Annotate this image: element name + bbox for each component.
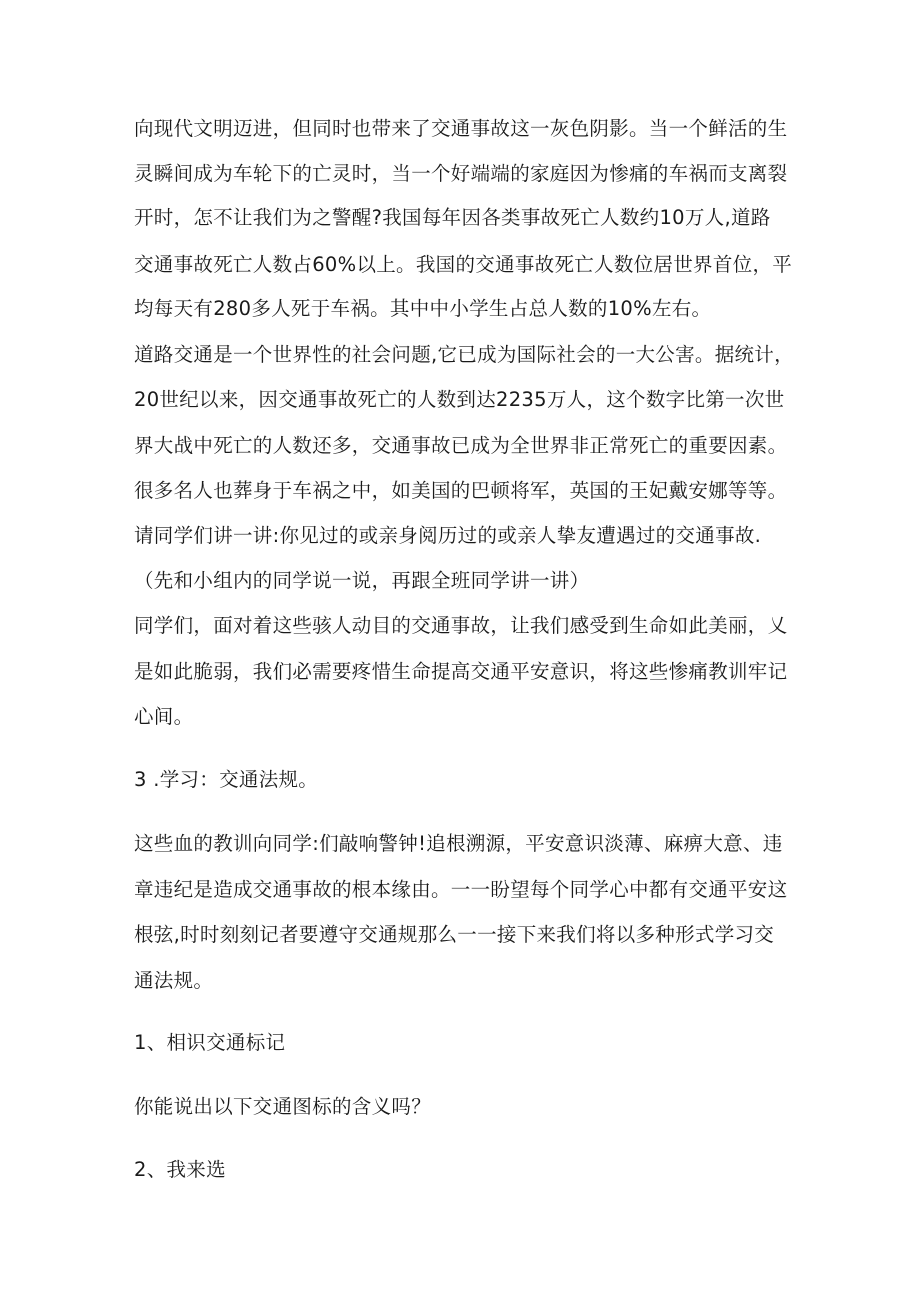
paragraph-line: 道路交通是一个世界性的社会问题,它已成为国际社会的一大公害。据统计， [134,343,794,366]
paragraph-line: 章违纪是造成交通事故的根本缘由。一一盼望每个同学心中都有交通平安这 [134,878,788,901]
paragraph-line: 你能说出以下交通图标的含义吗？ [134,1095,432,1118]
section-heading: 3 .学习：交通法规。 [134,768,319,791]
paragraph-line: 均每天有280多人死于车祸。其中中小学生占总人数的10%左右。 [134,297,712,320]
paragraph-line: （先和小组内的同学说一说，再跟全班同学讲一讲） [134,569,590,592]
paragraph-line: 心间。 [134,705,194,728]
paragraph-line: 20世纪以来，因交通事故死亡的人数到达2235万人，这个数字比第一次世 [134,388,785,411]
paragraph-line: 界大战中死亡的人数还多，交通事故已成为全世界非正常死亡的重要因素。 [134,434,788,457]
paragraph-line: 根弦,时时刻刻记者要遵守交通规那么一一接下来我们将以多种形式学习交 [134,923,775,946]
paragraph-line: 灵瞬间成为车轮下的亡灵时，当一个好端端的家庭因为惨痛的车祸而支离裂 [134,162,788,185]
paragraph-line: 交通事故死亡人数占60%以上。我国的交通事故死亡人数位居世界首位，平 [134,253,793,276]
paragraph-line: 开时，怎不让我们为之警醒?我国每年因各类事故死亡人数约10万人,道路 [134,206,771,229]
paragraph-line: 这些血的教训向同学:们敲响警钟!追根溯源，平安意识淡薄、麻痹大意、违 [134,832,783,855]
paragraph-line: 向现代文明迈进，但同时也带来了交通事故这一灰色阴影。当一个鲜活的生 [134,117,788,140]
paragraph-line: 同学们，面对着这些骇人动目的交通事故，让我们感受到生命如此美丽，乂 [134,614,788,637]
paragraph-line: 是如此脆弱，我们必需要疼惜生命提高交通平安意识，将这些惨痛教训牢记 [134,660,788,683]
paragraph-line: 请同学们讲一讲:你见过的或亲身阅历过的或亲人挚友遭遇过的交通事故. [134,524,762,547]
paragraph-line: 通法规。 [134,969,214,992]
subsection-heading: 2、我来选 [134,1158,226,1181]
paragraph-line: 很多名人也葬身于车祸之中，如美国的巴顿将军，英国的王妃戴安娜等等。 [134,479,788,502]
subsection-heading: 1、相识交通标记 [134,1031,286,1054]
